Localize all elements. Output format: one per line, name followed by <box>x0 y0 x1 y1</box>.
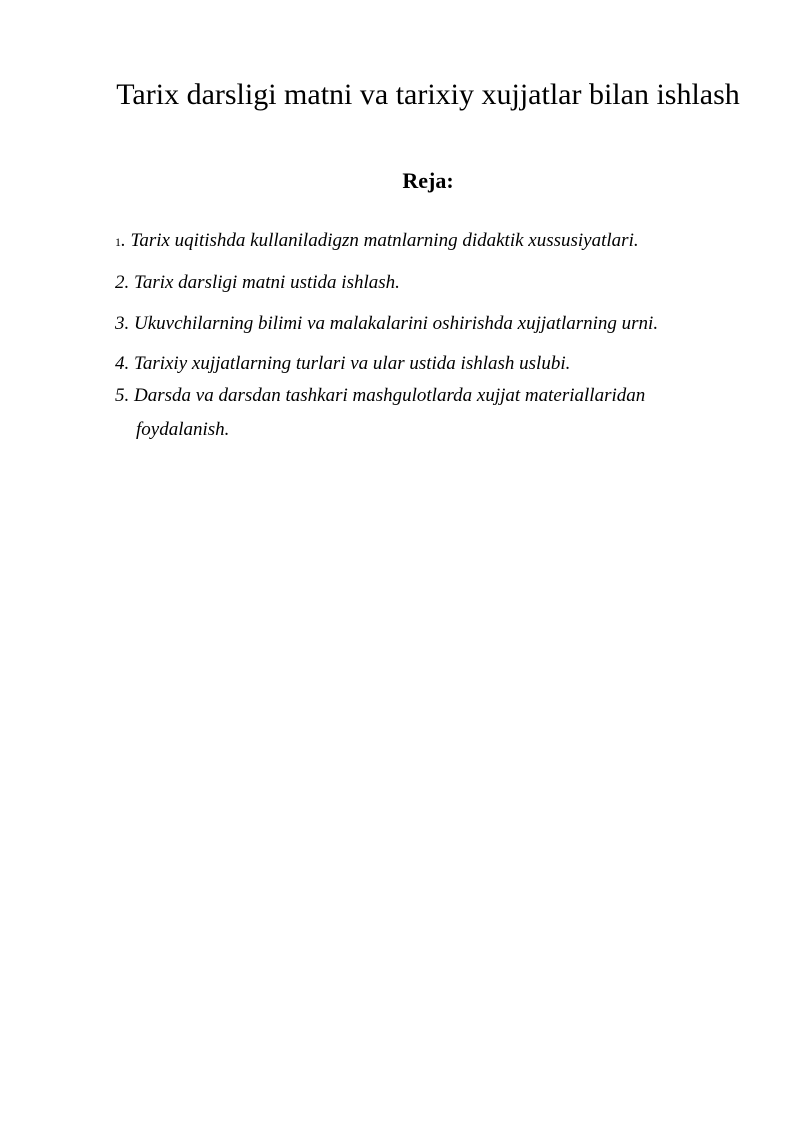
plan-item <box>115 307 755 341</box>
plan-item <box>115 266 755 300</box>
plan-heading: Reja: <box>402 168 454 193</box>
plan-item-number: 1 <box>115 235 121 249</box>
plan-item-number: 4. <box>115 353 130 374</box>
plan-item-text: Ukuvchilarning bilimi va malakalarini oshirishda xujjatlarning urni. <box>134 313 659 334</box>
plan-item-number: 2. <box>115 272 130 293</box>
plan-item-text: Tarix uqitishda kullaniladigzn matnlarning didaktik xussusiyatlari. <box>130 230 639 251</box>
plan-item-number: 5. <box>115 385 130 406</box>
plan-item-text: Darsda va darsdan tashkari mashgulotlarda xujjat materiallaridan <box>134 385 646 406</box>
plan-item <box>115 347 755 381</box>
plan-item-continuation: foydalanish. <box>136 419 230 440</box>
plan-item-text: Tarixiy xujjatlarning turlari va ular ustida ishlash uslubi. <box>134 353 571 374</box>
document-title: Tarix darsligi matni va tarixiy xujjatlar bilan ishlash <box>116 78 740 111</box>
plan-item-separator: . <box>121 230 131 251</box>
plan-item <box>115 224 755 259</box>
plan-item-number: 3. <box>115 313 130 334</box>
plan-item-text: Tarix darsligi matni ustida ishlash. <box>134 272 400 293</box>
plan-list <box>115 224 755 447</box>
plan-item <box>115 379 755 447</box>
